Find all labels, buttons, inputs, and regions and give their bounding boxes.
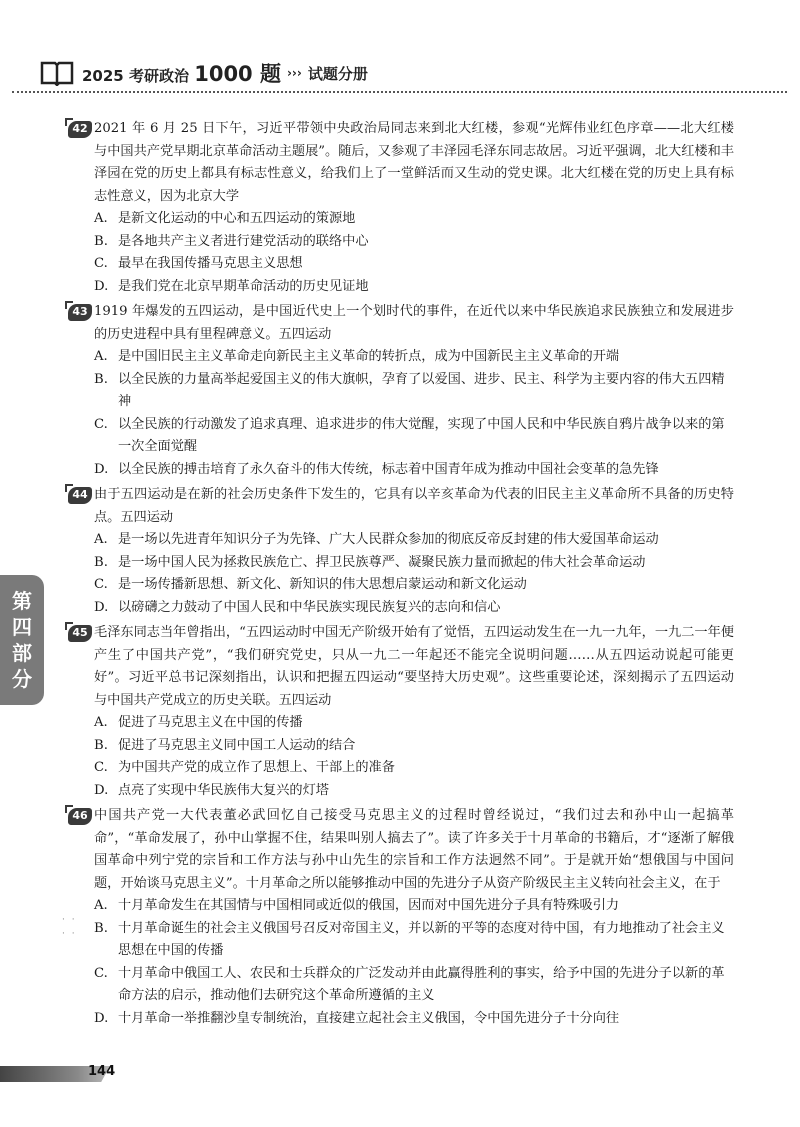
option-d: D. 以全民族的搏击培育了永久奋斗的伟大传统，标志着中国青年成为推动中国社会变革的急先锋 <box>94 461 659 477</box>
section-tab-char: 分 <box>12 667 32 691</box>
question-number-badge: 45 <box>68 625 92 642</box>
question-stem: 45 毛泽东同志当年曾指出，“五四运动时中国无产阶级开始有了觉悟，五四运动发生在一九一九年，一九二一年便产生了中国共产党”，“我们研究党史，只从一九二一年起还不能完全说明问题……从五四运动说起可能更好”。习近平总书记深刻指出，认识和把握五四运动“要坚持大历史观”。这些重要论述，深刻揭示了五四运动与中国共产党成立的历史关联。五四运动 <box>94 622 734 712</box>
option-a: A. 是新文化运动的中心和五四运动的策源地 <box>94 211 356 226</box>
section-tab-char: 第 <box>12 589 32 613</box>
page-number: 144 <box>88 1064 116 1079</box>
book-title-big: 1000 题 <box>194 62 281 86</box>
question-45 <box>72 622 734 802</box>
question-46 <box>72 805 734 1030</box>
option-b: B. 十月革命诞生的社会主义俄国号召反对帝国主义，并以新的平等的态度对待中国，有力地推动了社会主义思想在中国的传播 <box>94 920 725 958</box>
section-tab-char: 四 <box>12 615 32 639</box>
question-number-badge: 46 <box>68 808 92 825</box>
option-d: D. 点亮了实现中华民族伟大复兴的灯塔 <box>94 782 329 798</box>
header-arrows: ››› <box>286 66 302 80</box>
question-42 <box>72 118 734 298</box>
option-a: A. 是中国旧民主主义革命走向新民主主义革命的转折点，成为中国新民主主义革命的开端 <box>94 349 620 364</box>
option-c: C. 最早在我国传播马克思主义思想 <box>94 256 303 271</box>
option-b: B. 是各地共产主义者进行建党活动的联络中心 <box>94 233 369 249</box>
option-c: C. 十月革命中俄国工人、农民和士兵群众的广泛发动并由此赢得胜利的事实，给予中国的先进分子以新的革命方法的启示，推动他们去研究这个革命所遵循的主义 <box>94 965 725 1003</box>
header-subtitle: 试题分册 <box>307 64 368 83</box>
book-icon <box>40 60 74 86</box>
section-tab-char: 部 <box>12 641 32 665</box>
option-d: D. 是我们党在北京早期革命活动的历史见证地 <box>94 278 369 294</box>
question-stem: 43 1919 年爆发的五四运动，是中国近代史上一个划时代的事件，在近代以来中华民族追求民族独立和发展进步的历史进程中具有里程碑意义。五四运动 <box>94 301 734 346</box>
question-stem: 44 由于五四运动是在新的社会历史条件下发生的，它具有以辛亥革命为代表的旧民主主义革命所不具备的历史特点。五四运动 <box>94 484 734 529</box>
header-divider <box>12 91 787 93</box>
question-number-badge: 42 <box>68 121 92 138</box>
option-d: D. 以磅礴之力鼓动了中国人民和中华民族实现民族复兴的志向和信心 <box>94 599 501 615</box>
option-c: C. 是一场传播新思想、新文化、新知识的伟大思想启蒙运动和新文化运动 <box>94 577 527 592</box>
option-c: C. 为中国共产党的成立作了思想上、干部上的准备 <box>94 760 395 775</box>
option-b: B. 以全民族的力量高举起爱国主义的伟大旗帜，孕育了以爱国、进步、民主、科学为主要内容的伟大五四精神 <box>94 371 725 409</box>
question-44 <box>72 484 734 619</box>
question-number-badge: 43 <box>68 304 92 321</box>
option-d: D. 十月革命一举推翻沙皇专制统治，直接建立起社会主义俄国，令中国先进分子十分向往 <box>94 1010 620 1026</box>
question-stem: 42 2021 年 6 月 25 日下午，习近平带领中央政治局同志来到北大红楼，参观“光辉伟业红色序章——北大红楼与中国共产党早期北京革命活动主题展”。随后，又参观了丰泽园毛泽东同志故居。习近平强调，北大红楼和丰泽园在党的历史上都具有标志性意义，给我们上了一堂鲜活而又生动的党史课。北大红楼在党的历史上具有标志性意义，因为北京大学 <box>94 118 734 208</box>
option-b: B. 促进了马克思主义同中国工人运动的结合 <box>94 737 356 753</box>
option-c: C. 以全民族的行动激发了追求真理、追求进步的伟大觉醒，实现了中国人民和中华民族自鸦片战争以来的第一次全面觉醒 <box>94 416 725 454</box>
question-list <box>72 118 734 1033</box>
book-title: 2025 考研政治 1000 题 <box>82 62 281 86</box>
question-stem: 46 中国共产党一大代表董必武回忆自己接受马克思主义的过程时曾经说过，“我们过去和孙中山一起搞革命”，“革命发展了，孙中山掌握不住，结果叫别人搞去了”。读了许多关于十月革命的书籍后，才“逐渐了解俄国革命中列宁党的宗旨和工作方法与孙中山先生的宗旨和工作方法迥然不同”。于是就开始“想俄国与中国问题，开始谈马克思主义”。十月革命之所以能够推动中国的先进分子从资产阶级民主主义转向社会主义，在于 <box>94 805 734 895</box>
option-a: A. 促进了马克思主义在中国的传播 <box>94 715 303 730</box>
option-a: A. 十月革命发生在其国情与中国相同或近似的俄国，因而对中国先进分子具有特殊吸引力 <box>94 898 620 913</box>
option-a: A. 是一场以先进青年知识分子为先锋、广大人民群众参加的彻底反帝反封建的伟大爱国革命运动 <box>94 532 659 547</box>
option-b: B. 是一场中国人民为拯救民族危亡、捍卫民族尊严、凝聚民族力量而掀起的伟大社会革命运动 <box>94 554 646 570</box>
page-header <box>40 58 780 88</box>
section-tab <box>0 575 44 705</box>
question-43 <box>72 301 734 481</box>
question-number-badge: 44 <box>68 487 92 504</box>
scan-specks: · · · · <box>62 915 77 939</box>
